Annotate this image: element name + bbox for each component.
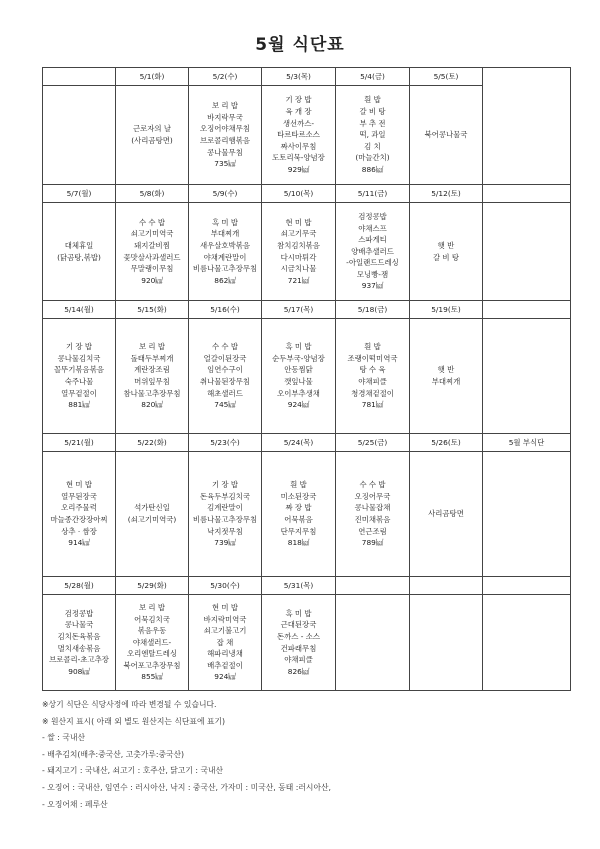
calorie-value: 721㎉ [287,275,310,285]
menu-item: 비름나물고추장무침 [192,515,258,524]
calorie-value: 745㎉ [214,400,236,410]
menu-item: 새우살호박볶음 [200,240,250,250]
calorie-value: 735㎉ [214,159,236,169]
menu-item: 근로자의 날 [132,124,172,134]
date-header: 5/12(토) [410,185,483,203]
menu-item: 꽃맛살사과샐러드 [123,252,181,262]
menu-item: 흑 미 밥 [211,217,239,227]
day-menu-cell [410,595,483,691]
menu-item: 흑 미 밥 [285,608,312,618]
menu-item: 떡, 과일 [359,130,386,140]
note-line: - 쌀 : 국내산 [42,733,86,743]
menu-item: 돈육두부김치국 [200,491,250,501]
note-line: - 돼지고기 : 국내산, 쇠고기 : 호주산, 닭고기 : 국내산 [42,766,224,776]
menu-item: 기 장 밥 [285,95,312,105]
day-menu-cell [336,595,410,691]
menu-item: 진미채볶음 [354,515,391,524]
week-menu-row [43,595,571,691]
menu-item: 바지락무국 [207,112,243,122]
week-header-row [43,68,571,86]
menu-item: 보 리 밥 [138,342,166,352]
menu-item: 콩나물김치국 [57,353,101,363]
menu-item: 콩나물국 [64,620,94,630]
menu-item: 야채계란말이 [203,252,247,262]
menu-item: 근대된장국 [280,620,317,630]
week-menu-row [43,452,571,577]
menu-item: 비름나물고추장무침 [192,264,258,274]
calorie-value: 881㎉ [68,400,90,410]
date-header: 5/5(토) [410,68,483,86]
menu-item: 모닝빵-잼 [356,269,389,279]
menu-item: 참나물고추장무침 [123,388,181,398]
menu-item: 현 미 밥 [211,602,239,612]
menu-item: 콩나물무침 [207,147,243,157]
calorie-value: 855㎉ [141,672,163,682]
day-menu-cell [410,86,483,185]
menu-item: 숙주나물 [64,377,94,386]
menu-item: 흰 밥 [290,480,307,490]
date-header [410,577,483,595]
menu-item: 짜 장 밥 [285,503,312,513]
menu-item: 순두부국-양념장 [272,353,325,363]
menu-item: (쇠고기미역국) [127,515,177,524]
date-header: 5/1(화) [116,68,189,86]
menu-item: 흑 미 밥 [285,342,312,352]
note-line: ※ 원산지 표시( 아래 외 별도 원산지는 식단표에 표기) [42,716,226,726]
week-extra-cell: 5월 부식단 [483,434,571,452]
calorie-value: 924㎉ [287,400,310,410]
week-extra-body-cell [483,595,571,691]
date-header: 5/7(월) [43,185,116,203]
menu-item: 오이부추생채 [277,388,320,398]
menu-item: 부대찌개 [431,377,461,386]
week-extra-cell [483,577,571,595]
day-menu-cell [43,452,116,577]
menu-item: 석가탄신일 [134,503,170,513]
menu-item: 수 수 밥 [359,480,386,490]
menu-item: 흰 밥 [364,95,381,105]
menu-item: (닭곰탕,볶밥) [57,252,101,262]
menu-item: 배추겉절이 [207,660,243,670]
menu-item: 청경채겉절이 [351,388,394,398]
date-header: 5/26(토) [410,434,483,452]
calorie-value: 937㎉ [361,281,384,291]
menu-item: 연근조림 [358,526,387,536]
menu-item: 짜사이무침 [280,141,317,151]
week-extra-cell [483,185,571,203]
menu-item: 상추 · 쌈장 [61,526,97,536]
menu-item: 검정콩밥 [64,608,94,618]
menu-item: 타르타르소스 [277,130,320,140]
menu-item: 브로콜리햄볶음 [200,136,250,145]
calorie-value: 929㎉ [287,164,310,174]
menu-item: 현 미 밥 [65,480,93,490]
note-line: - 오징어 : 국내산, 임연수 : 러시아산, 낙지 : 중국산, 가자미 : 미국산, 동태 :러시아산, [42,782,331,792]
menu-item: 마늘종간장장아찌 [50,515,108,524]
note-line: ※상기 식단은 식당사정에 따라 변경될 수 있습니다. [42,700,217,709]
menu-item: 안동찜닭 [284,365,313,375]
date-header: 5/29(화) [116,577,189,595]
menu-item: 머위잎무침 [134,377,170,386]
menu-item: 쇠고기불고기 [203,626,247,636]
note-line: - 배추김치(배추:중국산, 고춧가루:중국산) [42,749,185,759]
menu-item: 계란장조림 [134,365,170,375]
menu-item: 참치김치볶음 [277,240,320,250]
date-header: 5/9(수) [189,185,262,203]
menu-item: 북어콩나물국 [424,130,468,140]
calorie-value: 914㎉ [68,538,90,548]
menu-item: 부 추 전 [359,118,386,128]
week-extra-cell [483,68,571,185]
menu-item: 탕 수 육 [359,365,386,375]
menu-item: 돼지갈비찜 [134,240,170,250]
date-header: 5/28(월) [43,577,116,595]
calorie-value: 820㎉ [141,400,163,410]
menu-item: 낙지젓무침 [207,526,243,536]
menu-item: 김계란말이 [207,503,243,513]
menu-item: 햇 반 [437,240,455,250]
menu-item: 야채스프 [358,223,387,233]
menu-item: 꼴뚜기볶음볶음 [54,365,104,375]
calorie-value: 908㎉ [68,666,90,676]
menu-item: 갈 비 탕 [359,107,386,117]
week-menu-row [43,203,571,301]
menu-item: 부대찌개 [210,229,240,239]
menu-item: 햇 반 [437,365,455,375]
menu-item: 오리엔탈드레싱 [127,649,177,659]
menu-item: 열무겉절이 [61,388,97,398]
day-menu-cell [116,86,189,185]
day-menu-cell [410,452,483,577]
day-menu-cell [189,203,262,301]
calorie-value: 789㎉ [361,538,384,548]
menu-item: 열무된장국 [61,491,97,501]
menu-item: 무말랭이무침 [130,264,174,274]
day-menu-cell [189,319,262,434]
menu-item: (마늘간치) [355,153,390,163]
calorie-value: 826㎉ [287,666,310,676]
calorie-value: 739㎉ [214,538,236,548]
menu-item: 김 치 [364,141,381,151]
date-header: 5/14(월) [43,301,116,319]
week-extra-body-cell [483,319,571,434]
menu-item: 해파리냉채 [207,649,243,659]
date-header: 5/31(목) [262,577,336,595]
menu-item: 생선까스- [282,118,315,128]
menu-item: 수 수 밥 [138,217,166,227]
calorie-value: 886㎉ [361,164,384,174]
day-menu-cell [43,203,116,301]
menu-item: 깻잎나물 [284,377,313,386]
week-extra-body-cell [483,452,571,577]
date-header: 5/25(금) [336,434,410,452]
menu-item: 검정콩밥 [358,211,387,221]
day-menu-cell [189,86,262,185]
date-header: 5/22(화) [116,434,189,452]
date-header [336,577,410,595]
menu-item: 기 장 밥 [211,480,239,490]
calorie-value: 862㎉ [214,275,236,285]
menu-item: 바지락미역국 [203,614,247,624]
menu-item: 갈 비 탕 [432,252,460,262]
calorie-value: 924㎉ [214,672,236,682]
menu-item: 조랭이떡미역국 [347,353,398,363]
menu-item: 대체휴일 [64,240,94,250]
date-header: 5/19(토) [410,301,483,319]
menu-item: 건파래무침 [280,643,317,653]
menu-item: 취나물된장무침 [200,377,250,386]
menu-item: 볶음우동 [137,626,167,636]
day-menu-cell [116,595,189,691]
menu-item: (사리곰탕면) [131,136,173,145]
date-header: 5/21(월) [43,434,116,452]
date-header: 5/15(화) [116,301,189,319]
week-extra-cell [483,301,571,319]
menu-item: 어묵김치국 [134,614,170,624]
menu-item: 돈까스 - 소스 [276,631,321,641]
menu-item: 멸치새송볶음 [57,643,101,653]
menu-item: 야채피클 [284,655,313,665]
menu-item: 보 리 밥 [138,602,166,612]
day-menu-cell [189,595,262,691]
day-menu-cell [43,86,116,185]
menu-item: 해초샐러드 [207,388,243,398]
menu-item: 현 미 밥 [285,217,312,227]
date-header-empty [43,68,116,86]
day-menu-cell [410,203,483,301]
date-header: 5/23(수) [189,434,262,452]
menu-item: 수 수 밥 [211,342,239,352]
menu-item: 미소된장국 [280,491,317,501]
day-menu-cell [262,452,336,577]
week-header-row [43,301,571,319]
day-menu-cell [262,203,336,301]
menu-item: 얼갈이된장국 [203,353,247,363]
menu-item: 시금치나물 [280,264,317,274]
date-header: 5/11(금) [336,185,410,203]
date-header: 5/8(화) [116,185,189,203]
day-menu-cell [262,319,336,434]
menu-item: 쇠고기무국 [280,229,317,239]
week-header-row [43,577,571,595]
day-menu-cell [116,452,189,577]
day-menu-cell [43,319,116,434]
menu-item: 오징어무국 [354,491,391,501]
menu-item: 흰 밥 [364,342,381,352]
menu-item: 양배추샐러드 [351,246,394,256]
menu-item: 돌태두부찌개 [130,353,174,363]
date-header: 5/17(목) [262,301,336,319]
menu-item: 콩나물잡채 [354,503,391,513]
day-menu-cell [116,203,189,301]
date-header: 5/16(수) [189,301,262,319]
day-menu-cell [336,452,410,577]
menu-item: 야채피클 [358,377,387,386]
day-menu-cell [336,203,410,301]
date-header: 5/24(목) [262,434,336,452]
day-menu-cell [336,319,410,434]
menu-item: 야채샐러드- [132,637,172,647]
date-header: 5/30(수) [189,577,262,595]
menu-item: 도토리묵-양념장 [272,153,325,163]
menu-item: 육 개 장 [285,107,312,117]
calorie-value: 781㎉ [361,400,384,410]
calorie-value: 818㎉ [287,538,310,548]
date-header: 5/10(목) [262,185,336,203]
day-menu-cell [116,319,189,434]
menu-item: 잡 채 [216,637,234,647]
notes-section [42,697,570,813]
menu-item: 브로콜리-초고추장 [49,655,109,665]
week-extra-body-cell [483,203,571,301]
menu-item: -아일랜드드레싱 [346,258,399,268]
menu-item: 기 장 밥 [65,342,93,352]
menu-item: 다시마튀각 [280,252,317,262]
page-title: 5월 식단표 [255,35,345,55]
week-header-row [43,185,571,203]
menu-item: 쇠고기미역국 [130,229,174,239]
day-menu-cell [262,86,336,185]
menu-item: 김치돈육볶음 [57,631,101,641]
menu-item: 오리주물럭 [61,503,97,513]
date-header: 5/4(금) [336,68,410,86]
day-menu-cell [43,595,116,691]
menu-item: 사리곰탕면 [428,509,464,519]
week-menu-row [43,319,571,434]
menu-item: 임연수구이 [207,365,243,375]
date-header: 5/2(수) [189,68,262,86]
day-menu-cell [410,319,483,434]
day-menu-cell [336,86,410,185]
week-header-row [43,434,571,452]
menu-item: 스파게티 [358,235,387,245]
menu-item: 단무지무침 [280,526,317,536]
calorie-value: 920㎉ [141,275,163,285]
day-menu-cell [262,595,336,691]
day-menu-cell [189,452,262,577]
date-header: 5/18(금) [336,301,410,319]
date-header: 5/3(목) [262,68,336,86]
note-line: - 오징어채 : 페루산 [42,799,108,809]
menu-item: 오징어야채무침 [200,124,250,134]
menu-table [42,67,571,691]
menu-item: 보 리 밥 [211,101,239,111]
menu-item: 어묵볶음 [284,515,313,524]
menu-item: 북어포고추장무침 [123,660,181,670]
